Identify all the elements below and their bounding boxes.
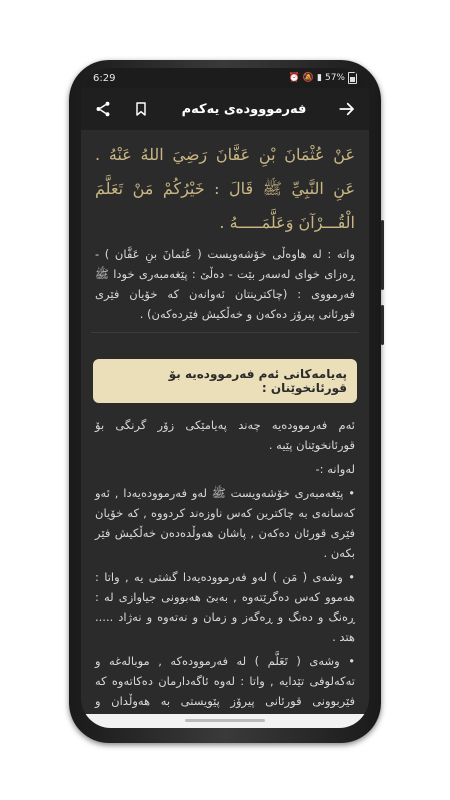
hadith-content[interactable] <box>81 130 369 728</box>
section-header: پەیامەکانی ئەم فەرموودەیە بۆ قورئانخوێنان : <box>93 359 357 403</box>
volume-button <box>381 220 384 290</box>
hadith-translation: واتە : لە هاوەڵی خۆشەویست ( عُثمانَ بنِ عَفَّان ) - ڕەزای خوای لەسەر بێت - دەڵێ : پێغەمبەری خودا ﷺ فەرمووی : (چاکترینتان ئەوانەن کە خۆیان فێری قورئانی پیرۆز دەکەن و خەڵکیش فێردەکەن) . <box>95 247 355 321</box>
app-bar <box>81 88 369 130</box>
section-lead: لەوانە :- <box>315 462 355 476</box>
home-indicator[interactable] <box>185 719 265 722</box>
point-item: • وشەی ( تَعَلَّم ) لە فەرموودەکە , موبالەغە و تەکەلوفی تێدایە , واتا : لەوە ئاگەدارمان دەکاتەوە کە فێربوونی قورئانی پیرۆز پێویستی بە هەوڵدان و <box>95 654 355 708</box>
battery-percent: 57% <box>324 73 345 83</box>
status-time: 6:29 <box>93 72 116 84</box>
share-icon[interactable] <box>91 97 115 121</box>
divider <box>91 332 359 333</box>
point-item: • پێغەمبەری خۆشەویست ﷺ لەو فەرموودەیەدا , ئەو کەسانەی بە چاکترین کەس ناوزەند کردووە , کە خۆیان فێری قورئان دەکەن , پاشان هەوڵدەدەن خەڵکیش فێر بکەن . <box>95 486 355 560</box>
hadith-arabic-text: عَنْ عُثْمَانَ بْنِ عَفَّانَ رَضِيَ اللهُ عَنْهُ . عَنِ النَّبِيِّ ﷺ قَالَ : خَيْرُكُمْ مَنْ تَعَلَّمَ الْقُـــرْآنَ وَعَلَّمَـــــهُ . <box>95 145 355 232</box>
power-button <box>381 305 384 345</box>
mute-icon: 🔕 <box>302 73 315 83</box>
page-title: فەرمووودەی یەکەم <box>181 101 307 117</box>
back-arrow-icon[interactable] <box>335 97 359 121</box>
bookmark-icon[interactable] <box>129 97 153 121</box>
status-bar <box>81 68 369 88</box>
screen <box>81 68 369 728</box>
section-intro: ئەم فەرموودەیە چەند پەیامێکی زۆر گرنگی بۆ قورئانخوێنان پێیە . <box>95 418 355 452</box>
battery-icon <box>348 72 357 84</box>
signal-icon: ▮ <box>317 73 322 83</box>
point-item: • وشەی ( مَن ) لەو فەرموودەیەدا گشتی یە , واتا : هەموو کەس دەگرێتەوە , بەبێ هەبوونی جیاوازی لە : ڕەنگ و دەنگ و ڕەگەز و زمان و نەتەوە و نەژاد ..... هتد . <box>95 570 355 644</box>
status-icons <box>289 72 357 84</box>
alarm-icon: ⏰ <box>288 73 300 83</box>
